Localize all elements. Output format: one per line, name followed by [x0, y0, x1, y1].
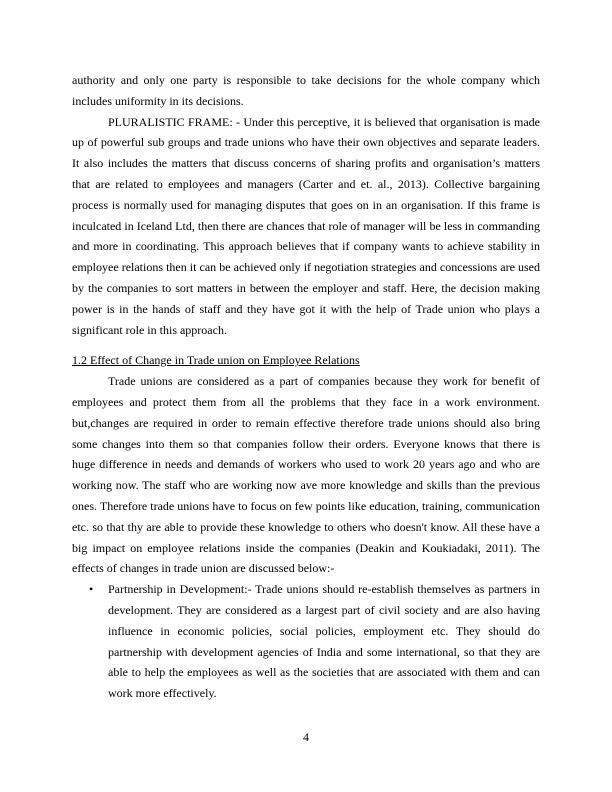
bullet-item-partnership [72, 579, 540, 704]
paragraph-continuation: authority and only one party is responsible to take decisions for the whole company which includes uniformity in its decisions. [72, 73, 540, 108]
bullet-list [72, 579, 540, 704]
bullet-text: Partnership in Development:- Trade unions should re-establish themselves as partners in development. They are considered as a largest part of civil society and are also having influence in economic policies, social policies, employment etc. They should do partnership with development agencies of India and some international, so that they are able to help the employees as well as the societies that are associated with them and can work more effectively. [108, 582, 540, 701]
page-number: 4 [303, 730, 309, 744]
section-heading: 1.2 Effect of Change in Trade union on Employee Relations [72, 353, 360, 368]
bullet-marker: • [89, 582, 94, 597]
paragraph-pluralistic-frame: PLURALISTIC FRAME: - Under this perceptive, it is believed that organisation is made up of powerful sub groups and trade unions who have their own objectives and separate leaders. It also includes the matters that discuss concerns of sharing profits and organisation’s matters that are related to employees and managers (Carter and et. al., 2013). Collective bargaining process is normally used for managing disputes that goes on in an organisation. If this frame is inculcated in Iceland Ltd, then there are chances that role of manager will be less in commanding and more in coordinating. This approach believes that if company wants to achieve stability in employee relations then it can be achieved only if negotiation strategies and concessions are used by the companies to sort matters in between the employer and staff. Here, the decision making power is in the hands of staff and they have got it with the help of Trade union who plays a significant role in this approach. [72, 114, 540, 337]
document-page [72, 70, 540, 704]
paragraph-trade-unions: Trade unions are considered as a part of companies because they work for benefit of employees and protect them from all the problems that they face in a work environment. but,changes are required in order to remain effective therefore trade unions should also bring some changes into them so that companies follow their orders. Everyone knows that there is huge difference in needs and demands of workers who used to work 20 years ago and who are working now. The staff who are working now ave more knowledge and skills than the previous ones. Therefore trade unions have to focus on few points like education, training, communication etc. so that thy are able to provide these knowledge to others who doesn't know. All these have a big impact on employee relations inside the companies (Deakin and Koukiadaki, 2011). The effects of changes in trade union are discussed below:- [72, 374, 540, 576]
